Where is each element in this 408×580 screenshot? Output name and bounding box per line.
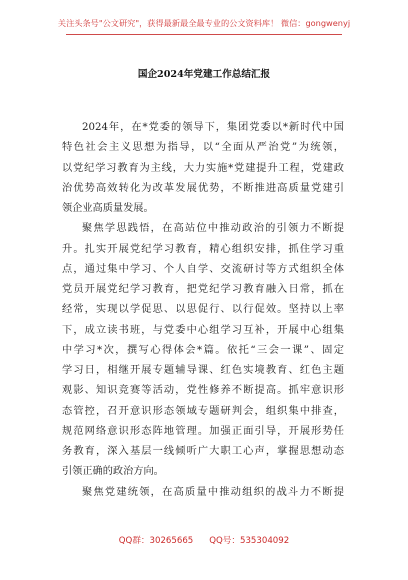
text-line: 态管控，召开意识形态领域专题研判会，组织集中排查， <box>62 405 344 417</box>
text-line: 点，通过集中学习、个人自学、交流研讨等方式组织全体 <box>62 263 344 275</box>
text-line: 升。扎实开展党纪学习教育，精心组织安排，抓住学习重 <box>62 243 344 255</box>
document-body <box>62 118 344 503</box>
text-line: 党员开展党纪学习教育，把党纪学习教育融入日常，抓在 <box>62 284 344 295</box>
header-divider <box>66 34 342 35</box>
text-line: 以党纪学习教育为主线，大力实施*党建提升工程，党建政 <box>62 162 344 174</box>
paragraph <box>62 483 344 503</box>
text-line: 中学习*次，撰写心得体会*篇。依托“三会一课”、固定 <box>62 344 344 356</box>
text-line: 学习日，相继开展专题辅导课、红色实境教育、红色主题 <box>62 365 344 376</box>
qq-number-text: QQ号：535304092 <box>209 536 290 546</box>
text-line: 经常，实现以学促思、以思促行、以行促效。坚持以上率 <box>62 304 344 316</box>
document-title: 国企2024年党建工作总结汇报 <box>137 69 271 80</box>
text-line: 务教育，深入基层一线倾听广大职工心声，掌握思想动态 <box>62 446 344 457</box>
header-banner: 关注头条号"公文研究"，获得最新最全最专业的公文资料库！ 微信：gongwenyj <box>57 18 351 28</box>
text-line: 治优势高效转化为改革发展优势，不断推进高质量党建引 <box>62 182 344 194</box>
text-line: 2024年，在*党委的领导下，集团党委以*新时代中国 <box>82 122 344 133</box>
qq-group-text: QQ群：30265665 <box>118 536 194 546</box>
text-line: 领企业高质量发展。 <box>62 203 154 214</box>
text-line: 下，成立读书班，与党委中心组学习互补，开展中心组集 <box>62 324 344 336</box>
footer-contact <box>0 534 408 546</box>
text-line: 特色社会主义思想为指导，以“全面从严治党”为统领， <box>62 142 344 154</box>
text-line: 聚焦党建统领，在高质量中推动组织的战斗力不断提 <box>82 486 344 498</box>
text-line: 聚焦学思践悟，在高站位中推动政治的引领力不断提 <box>82 223 344 235</box>
paragraph <box>62 118 344 219</box>
text-line: 规范网络意识形态阵地管理。加强正面引导，开展形势任 <box>62 425 344 437</box>
text-line: 引领正确的政治方向。 <box>62 466 164 478</box>
text-line: 观影、知识竞赛等活动，党性修养不断提高。抓牢意识形 <box>62 385 344 397</box>
paragraph <box>62 219 344 482</box>
